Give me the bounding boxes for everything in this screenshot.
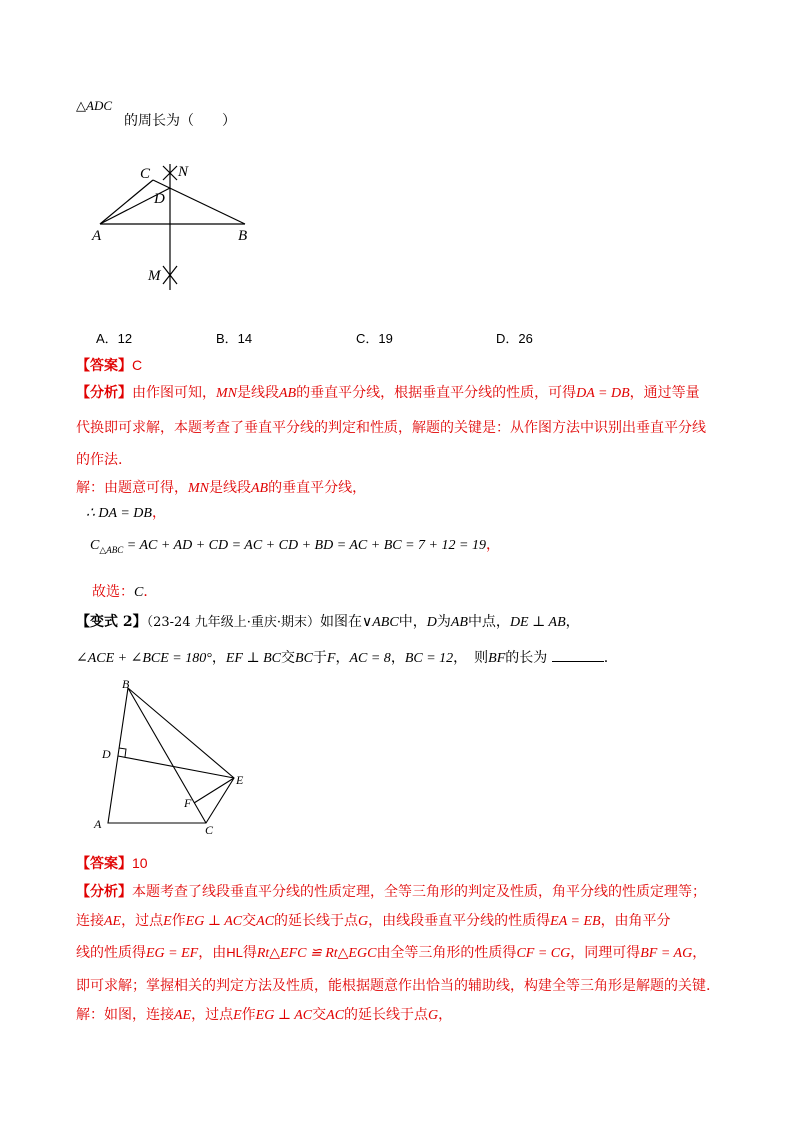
analysis-1-line-1: 【分析】由作图可知，MN是线段AB的垂直平分线，根据垂直平分线的性质，可得DA = DB，通过等量 [76, 385, 700, 401]
label-c: C [205, 823, 214, 836]
label-e: E [236, 773, 244, 787]
label-a: A [94, 817, 102, 831]
perimeter-question-text: 的周长为（ ） [124, 113, 236, 129]
option-d: D．26 [496, 331, 533, 346]
analysis-1-line-3: 的作法. [76, 452, 123, 468]
solution-1-therefore: ∴ DA = DB， [86, 505, 166, 521]
option-b: B．14 [216, 331, 253, 346]
question-2-line-1: 【变式 2】（23-24 九年级上·重庆·期末）如图在∨ABC中，D为AB中点，DE ⊥ AB， [76, 614, 580, 630]
answer-2: 【答案】10 [76, 855, 148, 872]
answer-1: 【答案】C [76, 357, 143, 374]
label-d: D [102, 747, 111, 761]
label-m: M [148, 268, 161, 284]
figure-quadrilateral [88, 676, 258, 836]
solution-1-perimeter: $C_{\triangle ABC}$ = AC + AD + CD = AC + CD + BD = AC + BC = 7 + 12 = 19， [90, 537, 500, 555]
label-c: C [140, 166, 151, 182]
option-a: A．12 [96, 331, 133, 346]
figure-perpendicular-bisector [90, 158, 260, 298]
solution-1-choose: 故选：C． [92, 584, 158, 600]
label-d: D [154, 191, 165, 207]
solution-2-line-1: 解：如图，连接AE，过点E作EG ⊥ AC交AC的延长线于点G， [76, 1007, 453, 1023]
analysis-2-line-4: 即可求解；掌握相关的判定方法及性质，能根据题意作出恰当的辅助线，构建全等三角形是解题的关键. [76, 978, 711, 994]
option-c: C．19 [356, 331, 393, 346]
label-a: A [92, 228, 102, 244]
answer-blank [552, 647, 604, 662]
label-b: B [122, 677, 130, 691]
analysis-2-line-1: 【分析】本题考查了线段垂直平分线的性质定理，全等三角形的判定及性质，角平分线的性质定理等； [76, 884, 706, 900]
triangle-adc-label: △ADC [76, 98, 112, 113]
analysis-2-line-3: 线的性质得EG = EF，由HL得Rt△EFC ≌ Rt△EGC由全等三角形的性质得CF = CG，同理可得BF = AG， [76, 945, 707, 961]
analysis-2-line-2: 连接AE，过点E作EG ⊥ AC交AC的延长线于点G，由线段垂直平分线的性质得EA = EB，由角平分 [76, 913, 671, 929]
analysis-1-line-2: 代换即可求解，本题考查了垂直平分线的判定和性质，解题的关键是：从作图方法中识别出垂直平分线 [76, 420, 706, 436]
label-f: F [184, 796, 192, 810]
question-2-line-2: ∠ACE + ∠BCE = 180°，EF ⊥ BC交BC于F，AC = 8，BC = 12， 则BF的长为 . [76, 647, 608, 669]
solution-1-line-1: 解：由题意可得，MN是线段AB的垂直平分线， [76, 480, 367, 496]
label-n: N [178, 164, 189, 180]
label-b: B [238, 228, 248, 244]
